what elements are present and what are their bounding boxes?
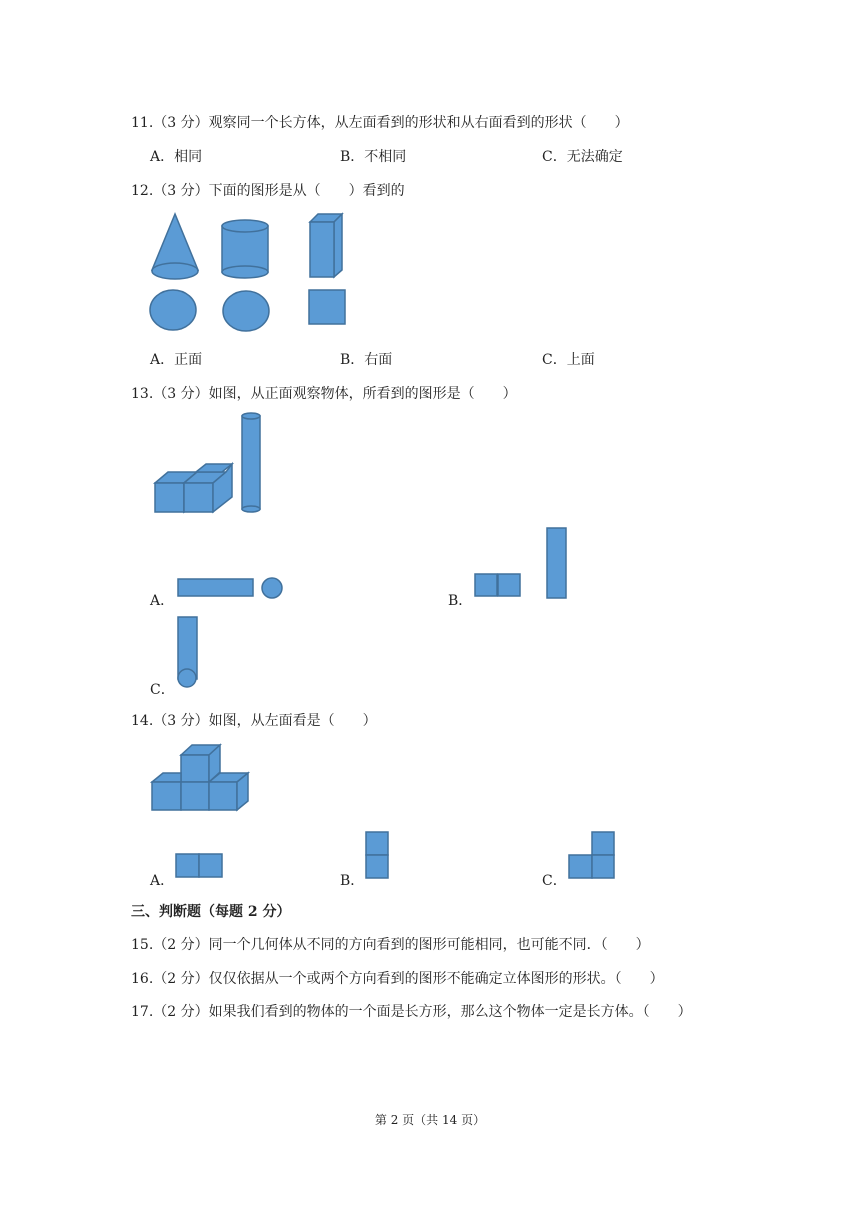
question-16: 16.（2 分）仅仅依据从一个或两个方向看到的图形不能确定立体图形的形状。（ ）	[131, 971, 664, 987]
q14-option-b[interactable]: B．	[340, 873, 365, 889]
q13-option-b[interactable]: B．	[448, 593, 473, 609]
q13-option-c[interactable]: C．	[150, 682, 175, 698]
q14-c-square-1	[592, 832, 614, 855]
q14-a-square-1	[176, 854, 199, 877]
q11-option-b[interactable]: B．不相同	[340, 149, 407, 165]
question-12: 12.（3 分）下面的图形是从（ ）看到的	[131, 183, 405, 199]
question-14: 14.（3 分）如图，从左面看是（ ）	[131, 713, 377, 729]
question-11: 11.（3 分）观察同一个长方体，从左面看到的形状和从右面看到的形状（ ）	[131, 115, 629, 131]
q14-c-square-2	[569, 855, 592, 878]
q14-option-c[interactable]: C．	[542, 873, 567, 889]
cubes-tshape-icon	[152, 745, 248, 810]
question-13: 13.（3 分）如图，从正面观察物体，所看到的图形是（ ）	[131, 386, 517, 402]
q12-option-a[interactable]: A．正面	[150, 352, 203, 368]
question-15: 15.（2 分）同一个几何体从不同的方向看到的图形可能相同，也可能不同．（ ）	[131, 937, 650, 953]
q14-b-square-2	[366, 855, 388, 878]
q11-option-c[interactable]: C．无法确定	[542, 149, 623, 165]
q14-c-square-3	[592, 855, 614, 878]
q13-option-a[interactable]: A．	[150, 593, 175, 609]
q14-a-square-2	[199, 854, 222, 877]
q14-b-square-1	[366, 832, 388, 855]
page-footer: 第 2 页（共 14 页）	[374, 1113, 486, 1127]
q12-option-b[interactable]: B．右面	[340, 352, 393, 368]
q14-option-a[interactable]: A．	[150, 873, 175, 889]
q12-option-c[interactable]: C．上面	[542, 352, 595, 368]
section-3-title: 三、判断题（每题 2 分）	[131, 904, 291, 920]
q11-option-a[interactable]: A．相同	[150, 149, 203, 165]
question-17: 17.（2 分）如果我们看到的物体的一个面是长方形，那么这个物体一定是长方体。（ ）	[131, 1004, 692, 1020]
